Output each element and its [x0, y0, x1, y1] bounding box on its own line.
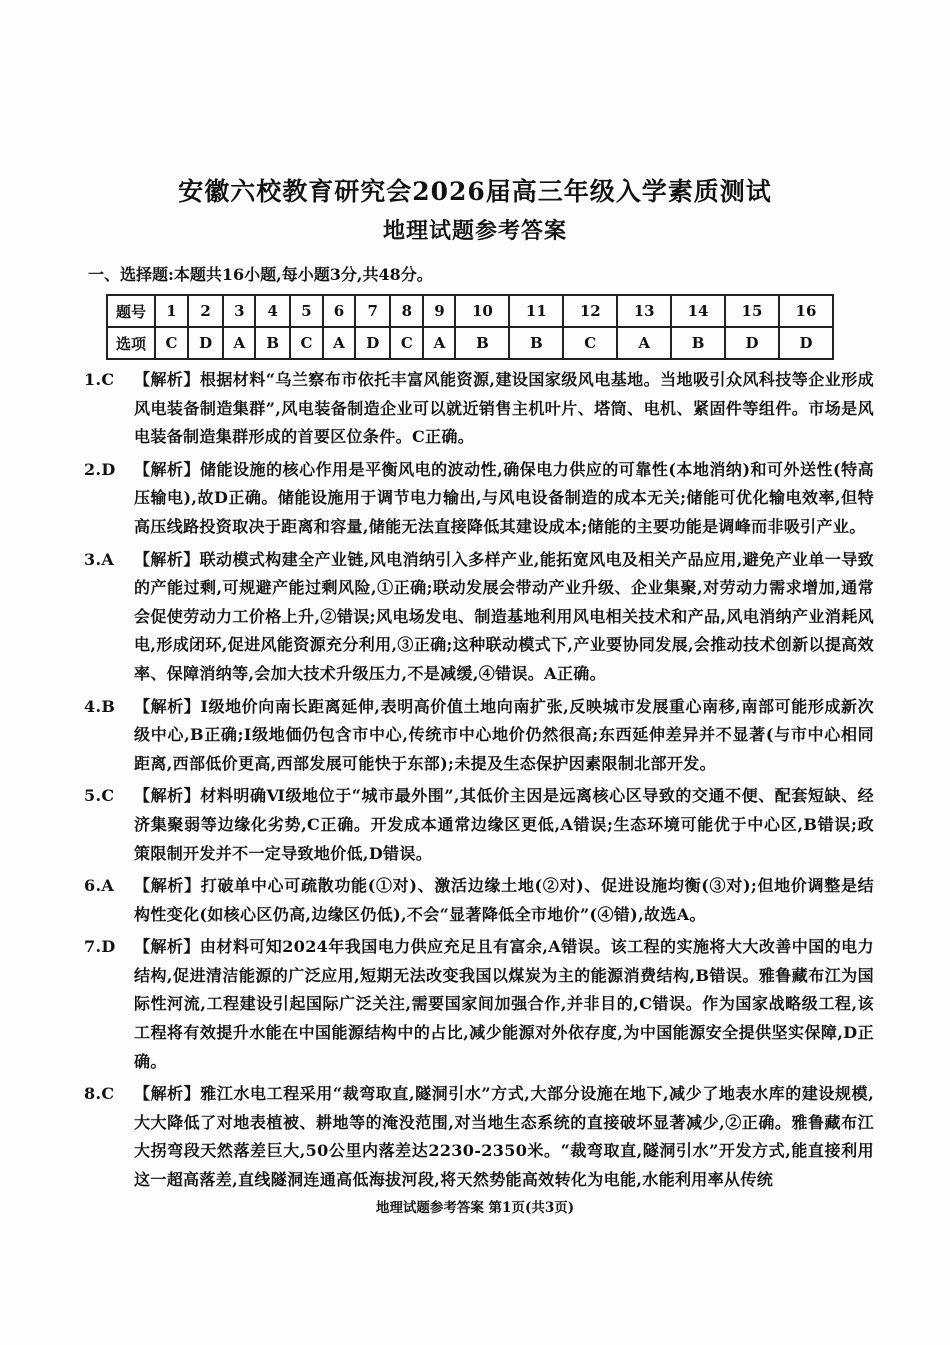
answer-cell: A: [617, 327, 671, 359]
explanation-item: [84, 366, 874, 452]
question-number-cell: 13: [617, 295, 671, 327]
answer-cell: B: [255, 327, 290, 359]
question-number-cell: 9: [423, 295, 455, 327]
answer-cell: D: [779, 327, 833, 359]
explanation-item: [84, 546, 874, 689]
explanation-text: 【解析】由材料可知2024年我国电力供应充足且有富余,A错误。该工程的实施将大大改善中国的电力结构,促进清洁能源的广泛应用,短期无法改变我国以煤炭为主的能源消费结构,B错误。雅鲁藏布江为国际性河流,工程建设引起国际广泛关注,需要国家间加强合作,并非目的,C错误。作为国家战略级工程,该工程将有效提升水能在中国能源结构中的占比,减少能源对外依存度,为中国能源安全提供坚实保障,D正确。: [134, 937, 874, 1071]
answer-cell: A: [223, 327, 255, 359]
explanation-list: [84, 366, 874, 1199]
answer-cell: B: [455, 327, 509, 359]
answer-option-row: [107, 327, 833, 359]
explanation-text: 【解析】材料明确Ⅵ级地位于“城市最外围”,其低价主因是远离核心区导致的交通不便、配套短缺、经济集聚弱等边缘化劣势,C正确。开发成本通常边缘区更低,A错误;生态环境可能优于中心区,B错误;政策限制开发并不一定导致地价低,D错误。: [134, 786, 874, 863]
question-number: 1.C: [84, 370, 115, 389]
explanation-text: 【解析】储能设施的核心作用是平衡风电的波动性,确保电力供应的可靠性(本地消纳)和可外送性(特高压输电),故D正确。储能设施用于调节电力输出,与风电设备制造的成本无关;储能可优化输电效率,但特高压线路投资取决于距离和容量,储能无法直接降低其建设成本;储能的主要功能是调峰而非吸引产业。: [134, 459, 874, 536]
answer-cell: C: [290, 327, 323, 359]
question-number: 8.C: [84, 1084, 115, 1104]
explanation-item: [84, 782, 874, 868]
page-title: 安徽六校教育研究会2026届高三年级入学素质测试: [178, 177, 772, 206]
question-number: 7.D: [84, 937, 116, 957]
answer-cell: A: [423, 327, 455, 359]
question-number-cell: 3: [223, 295, 255, 327]
question-number-row: [107, 295, 833, 327]
answer-cell: C: [390, 327, 423, 359]
answer-cell: B: [671, 327, 725, 359]
question-number-cell: 16: [779, 295, 833, 327]
row-label-option: 选项: [107, 327, 155, 359]
question-number-cell: 8: [390, 295, 423, 327]
question-number-cell: 4: [255, 295, 290, 327]
answer-cell: B: [509, 327, 563, 359]
explanation-item: [84, 456, 874, 542]
explanation-item: [84, 933, 874, 1076]
answer-cell: D: [355, 327, 390, 359]
question-number-cell: 10: [455, 295, 509, 327]
question-number-cell: 5: [290, 295, 323, 327]
answer-cell: D: [188, 327, 223, 359]
question-number: 4.B: [84, 696, 116, 716]
question-number-cell: 7: [355, 295, 390, 327]
explanation-item: [84, 1080, 874, 1194]
explanation-text: 【解析】雅江水电工程采用“裁弯取直,隧洞引水”方式,大部分设施在地下,减少了地表水库的建设规模,大大降低了对地表植被、耕地等的淹没范围,对当地生态系统的直接破坏显著减少,②正确。雅鲁藏布江大拐弯段天然落差巨大,50公里内落差达2230-2350米。“裁弯取直,隧洞引水”开发方式,能直接利用这一超高落差,直线隧洞连通高低海拔河段,将天然势能高效转化为电能,水能利用率从传统: [134, 1084, 874, 1190]
explanation-text: 【解析】I级地价向南长距离延伸,表明高价值土地向南扩张,反映城市发展重心南移,南部可能形成新次级中心,B正确;I级地価仍包含市中心,传统市中心地价仍然很高;东西延伸差异并不显著(与市中心相同距离,西部低价更高,西部发展可能快于东部);未提及生态保护因素限制北部开发。: [134, 696, 874, 773]
explanation-text: 【解析】联动模式构建全产业链,风电消纳引入多样产业,能拓宽风电及相关产品应用,避免产业单一导致的产能过剩,可规避产能过剩风险,①正确;联动发展会带动产业升级、企业集聚,对劳动力需求增加,通常会促使劳动力工价格上升,②错误;风电场发电、制造基地利用风电相关技术和产品,风电消纳产业消耗风电,形成闭环,促进风能资源充分利用,③正确;这种联动模式下,产业要协同发展,会推动技术创新以提高效率、保障消纳等,会加大技术升级压力,不是减缓,④错误。A正确。: [134, 549, 874, 683]
question-number: 2.D: [84, 459, 116, 479]
question-number-cell: 12: [563, 295, 617, 327]
page-footer: 地理试题参考答案 第1页(共3页): [375, 1200, 575, 1216]
answer-table: [106, 294, 834, 360]
answer-cell: D: [725, 327, 779, 359]
question-number-cell: 15: [725, 295, 779, 327]
question-number-cell: 2: [188, 295, 223, 327]
question-number-cell: 6: [323, 295, 355, 327]
row-label-number: 题号: [107, 295, 155, 327]
question-number: 3.A: [84, 549, 115, 569]
explanation-item: [84, 693, 874, 779]
question-number-cell: 1: [155, 295, 188, 327]
answer-cell: A: [323, 327, 355, 359]
question-number: 5.C: [84, 786, 115, 806]
explanation-item: [84, 872, 874, 929]
explanation-text: 【解析】根据材料“乌兰察布市依托丰富风能资源,建设国家级风电基地。当地吸引众风科技等企业形成风电装备制造集群”,风电装备制造企业可以就近销售主机叶片、塔筒、电机、紧固件等组件。市场是风电装备制造集群形成的首要区位条件。C正确。: [134, 370, 874, 447]
explanation-text: 【解析】打破单中心可疏散功能(①对)、激活边缘土地(②对)、促进设施均衡(③对);但地价调整是结构性变化(如核心区仍高,边缘区仍低),不会“显著降低全市地价”(④错),故选A。: [134, 876, 874, 924]
page-subtitle: 地理试题参考答案: [382, 218, 567, 244]
question-number-cell: 14: [671, 295, 725, 327]
section-heading: 一、选择题:本题共16小题,每小题3分,共48分。: [88, 265, 433, 284]
question-number: 6.A: [84, 876, 115, 896]
question-number-cell: 11: [509, 295, 563, 327]
answer-cell: C: [155, 327, 188, 359]
answer-cell: C: [563, 327, 617, 359]
